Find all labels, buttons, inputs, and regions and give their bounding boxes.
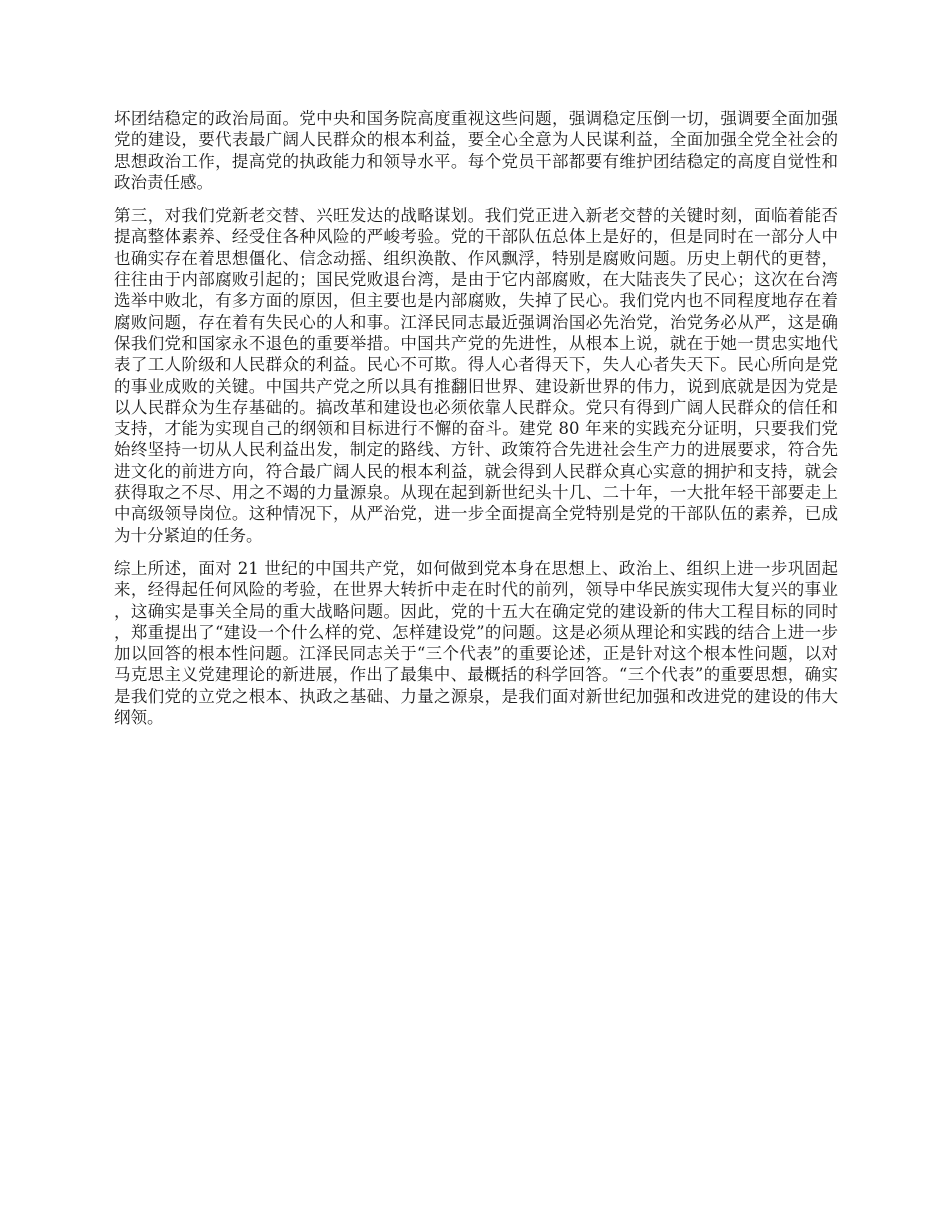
document-body bbox=[114, 108, 838, 740]
paragraph-3: 综上所述，面对 21 世纪的中国共产党，如何做到党本身在思想上、政治上、组织上进一步巩固起来，经得起任何风险的考验，在世界大转折中走在时代的前列，领导中华民族实现伟大复兴的事业，这确实是事关全局的重大战略问题。因此，党的十五大在确定党的建设新的伟大工程目标的同时，郑重提出了“建设一个什么样的党、怎样建设党”的问题。这是必须从理论和实践的结合上进一步加以回答的根本性问题。江泽民同志关于“三个代表”的重要论述，正是针对这个根本性问题，以对马克思主义党建理论的新进展，作出了最集中、最概括的科学回答。“三个代表”的重要思想，确实是我们党的立党之根本、执政之基础、力量之源泉，是我们面对新世纪加强和改进党的建设的伟大纲领。 bbox=[114, 558, 838, 728]
paragraph-2: 第三，对我们党新老交替、兴旺发达的战略谋划。我们党正进入新老交替的关键时刻，面临着能否提高整体素养、经受住各种风险的严峻考验。党的干部队伍总体上是好的，但是同时在一部分人中也确实存在着思想僵化、信念动摇、组织涣散、作风飘浮，特别是腐败问题。历史上朝代的更替，往往由于内部腐败引起的；国民党败退台湾，是由于它内部腐败，在大陆丧失了民心；这次在台湾选举中败北，有多方面的原因，但主要也是内部腐败，失掉了民心。我们党内也不同程度地存在着腐败问题，存在着有失民心的人和事。江泽民同志最近强调治国必先治党，治党务必从严，这是确保我们党和国家永不退色的重要举措。中国共产党的先进性，从根本上说，就在于她一贯忠实地代表了工人阶级和人民群众的利益。民心不可欺。得人心者得天下，失人心者失天下。民心所向是党的事业成败的关键。中国共产党之所以具有推翻旧世界、建设新世界的伟力，说到底就是因为党是以人民群众为生存基础的。搞改革和建设也必须依靠人民群众。党只有得到广阔人民群众的信任和支持，才能为实现自己的纲领和目标进行不懈的奋斗。建党 80 年来的实践充分证明，只要我们党始终坚持一切从人民利益出发，制定的路线、方针、政策符合先进社会生产力的进展要求，符合先进文化的前进方向，符合最广阔人民的根本利益，就会得到人民群众真心实意的拥护和支持，就会获得取之不尽、用之不竭的力量源泉。从现在起到新世纪头十几、二十年，一大批年轻干部要走上中高级领导岗位。这种情况下，从严治党，进一步全面提高全党特别是党的干部队伍的素养，已成为十分紧迫的任务。 bbox=[114, 206, 838, 545]
paragraph-1: 坏团结稳定的政治局面。党中央和国务院高度重视这些问题，强调稳定压倒一切，强调要全面加强党的建设，要代表最广阔人民群众的根本利益，要全心全意为人民谋利益，全面加强全党全社会的思想政治工作，提高党的执政能力和领导水平。每个党员干部都要有维护团结稳定的高度自觉性和政治责任感。 bbox=[114, 109, 838, 192]
